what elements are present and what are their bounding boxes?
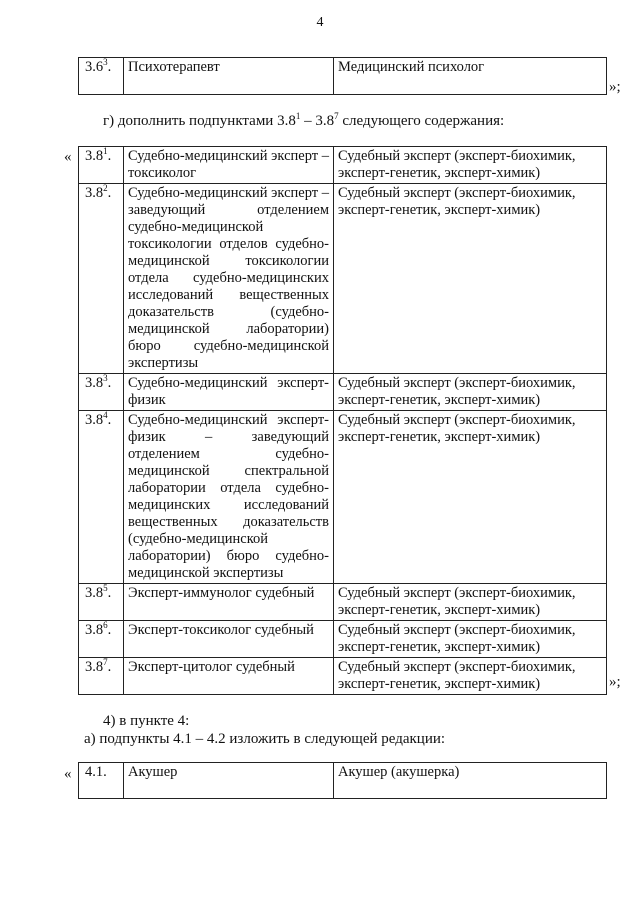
expert-cell: Судебный эксперт (эксперт-биохимик, эксперт-генетик, эксперт-химик) bbox=[334, 411, 607, 584]
position-cell: Психотерапевт bbox=[124, 58, 334, 95]
paragraph-g: г) дополнить подпунктами $3.8^1 - 3.8^7$ следующего содержания: bbox=[103, 111, 505, 129]
expert-cell: Судебный эксперт (эксперт-биохимик, эксперт-генетик, эксперт-химик) bbox=[334, 658, 607, 695]
expert-cell: Судебный эксперт (эксперт-биохимик, эксперт-генетик, эксперт-химик) bbox=[334, 584, 607, 621]
expert-cell: Судебный эксперт (эксперт-биохимик, эксперт-генетик, эксперт-химик) bbox=[334, 374, 607, 411]
table-row bbox=[79, 621, 607, 658]
row-number: 4.1. bbox=[79, 763, 124, 799]
expert-cell: Судебный эксперт (эксперт-биохимик, эксперт-генетик, эксперт-химик) bbox=[334, 621, 607, 658]
expert-cell: Судебный эксперт (эксперт-биохимик, эксперт-генетик, эксперт-химик) bbox=[334, 184, 607, 374]
row-number: $3.8^7$. bbox=[79, 658, 124, 695]
table-row bbox=[79, 658, 607, 695]
row-number: $3.8^4$. bbox=[79, 411, 124, 584]
row-number: $3.6^3$. bbox=[79, 58, 124, 95]
expert-cell: Судебный эксперт (эксперт-биохимик, эксперт-генетик, эксперт-химик) bbox=[334, 147, 607, 184]
opening-quote: « bbox=[64, 766, 72, 782]
table-row bbox=[79, 58, 607, 95]
paragraph-4: 4) в пункте 4: bbox=[103, 713, 190, 729]
table-row bbox=[79, 147, 607, 184]
row-number: $3.8^1$. bbox=[79, 147, 124, 184]
table-row bbox=[79, 374, 607, 411]
row-number: $3.8^2$. bbox=[79, 184, 124, 374]
position-cell: Эксперт-цитолог судебный bbox=[124, 658, 334, 695]
expert-cell: Медицинский психолог bbox=[334, 58, 607, 95]
position-cell: Акушер bbox=[124, 763, 334, 799]
table-row bbox=[79, 763, 607, 799]
table-row bbox=[79, 411, 607, 584]
row-number: $3.8^5$. bbox=[79, 584, 124, 621]
table-row bbox=[79, 184, 607, 374]
position-cell: Судебно-медицинский эксперт-физик bbox=[124, 374, 334, 411]
table-4-1 bbox=[78, 762, 607, 799]
opening-quote: « bbox=[64, 149, 72, 165]
position-cell: Судебно-медицинский эксперт – заведующий отделением судебно-медицинской токсикологии отделов судебно-медицинской токсикологии отдела судебно-медицинских исследований вещественных доказательств (судебно-медицинской лаборатории) бюро судебно-медицинской экспертизы bbox=[124, 184, 334, 374]
table-3-8 bbox=[78, 146, 607, 695]
closing-quote: »; bbox=[609, 79, 621, 95]
row-number: $3.8^3$. bbox=[79, 374, 124, 411]
position-cell: Судебно-медицинский эксперт-физик – заведующий отделением судебно-медицинской спектральной лаборатории отдела судебно-медицинских исследований вещественных доказательств (судебно-медицинской лаборатории) бюро судебно-медицинской экспертизы bbox=[124, 411, 334, 584]
row-number: $3.8^6$. bbox=[79, 621, 124, 658]
position-cell: Эксперт-токсиколог судебный bbox=[124, 621, 334, 658]
paragraph-a: а) подпункты 4.1 – 4.2 изложить в следующей редакции: bbox=[84, 731, 446, 747]
closing-quote: »; bbox=[609, 674, 621, 690]
page-number: 4 bbox=[316, 15, 324, 30]
position-cell: Эксперт-иммунолог судебный bbox=[124, 584, 334, 621]
position-cell: Судебно-медицинский эксперт – токсиколог bbox=[124, 147, 334, 184]
expert-cell: Акушер (акушерка) bbox=[334, 763, 607, 799]
table-3-6 bbox=[78, 57, 607, 95]
table-row bbox=[79, 584, 607, 621]
